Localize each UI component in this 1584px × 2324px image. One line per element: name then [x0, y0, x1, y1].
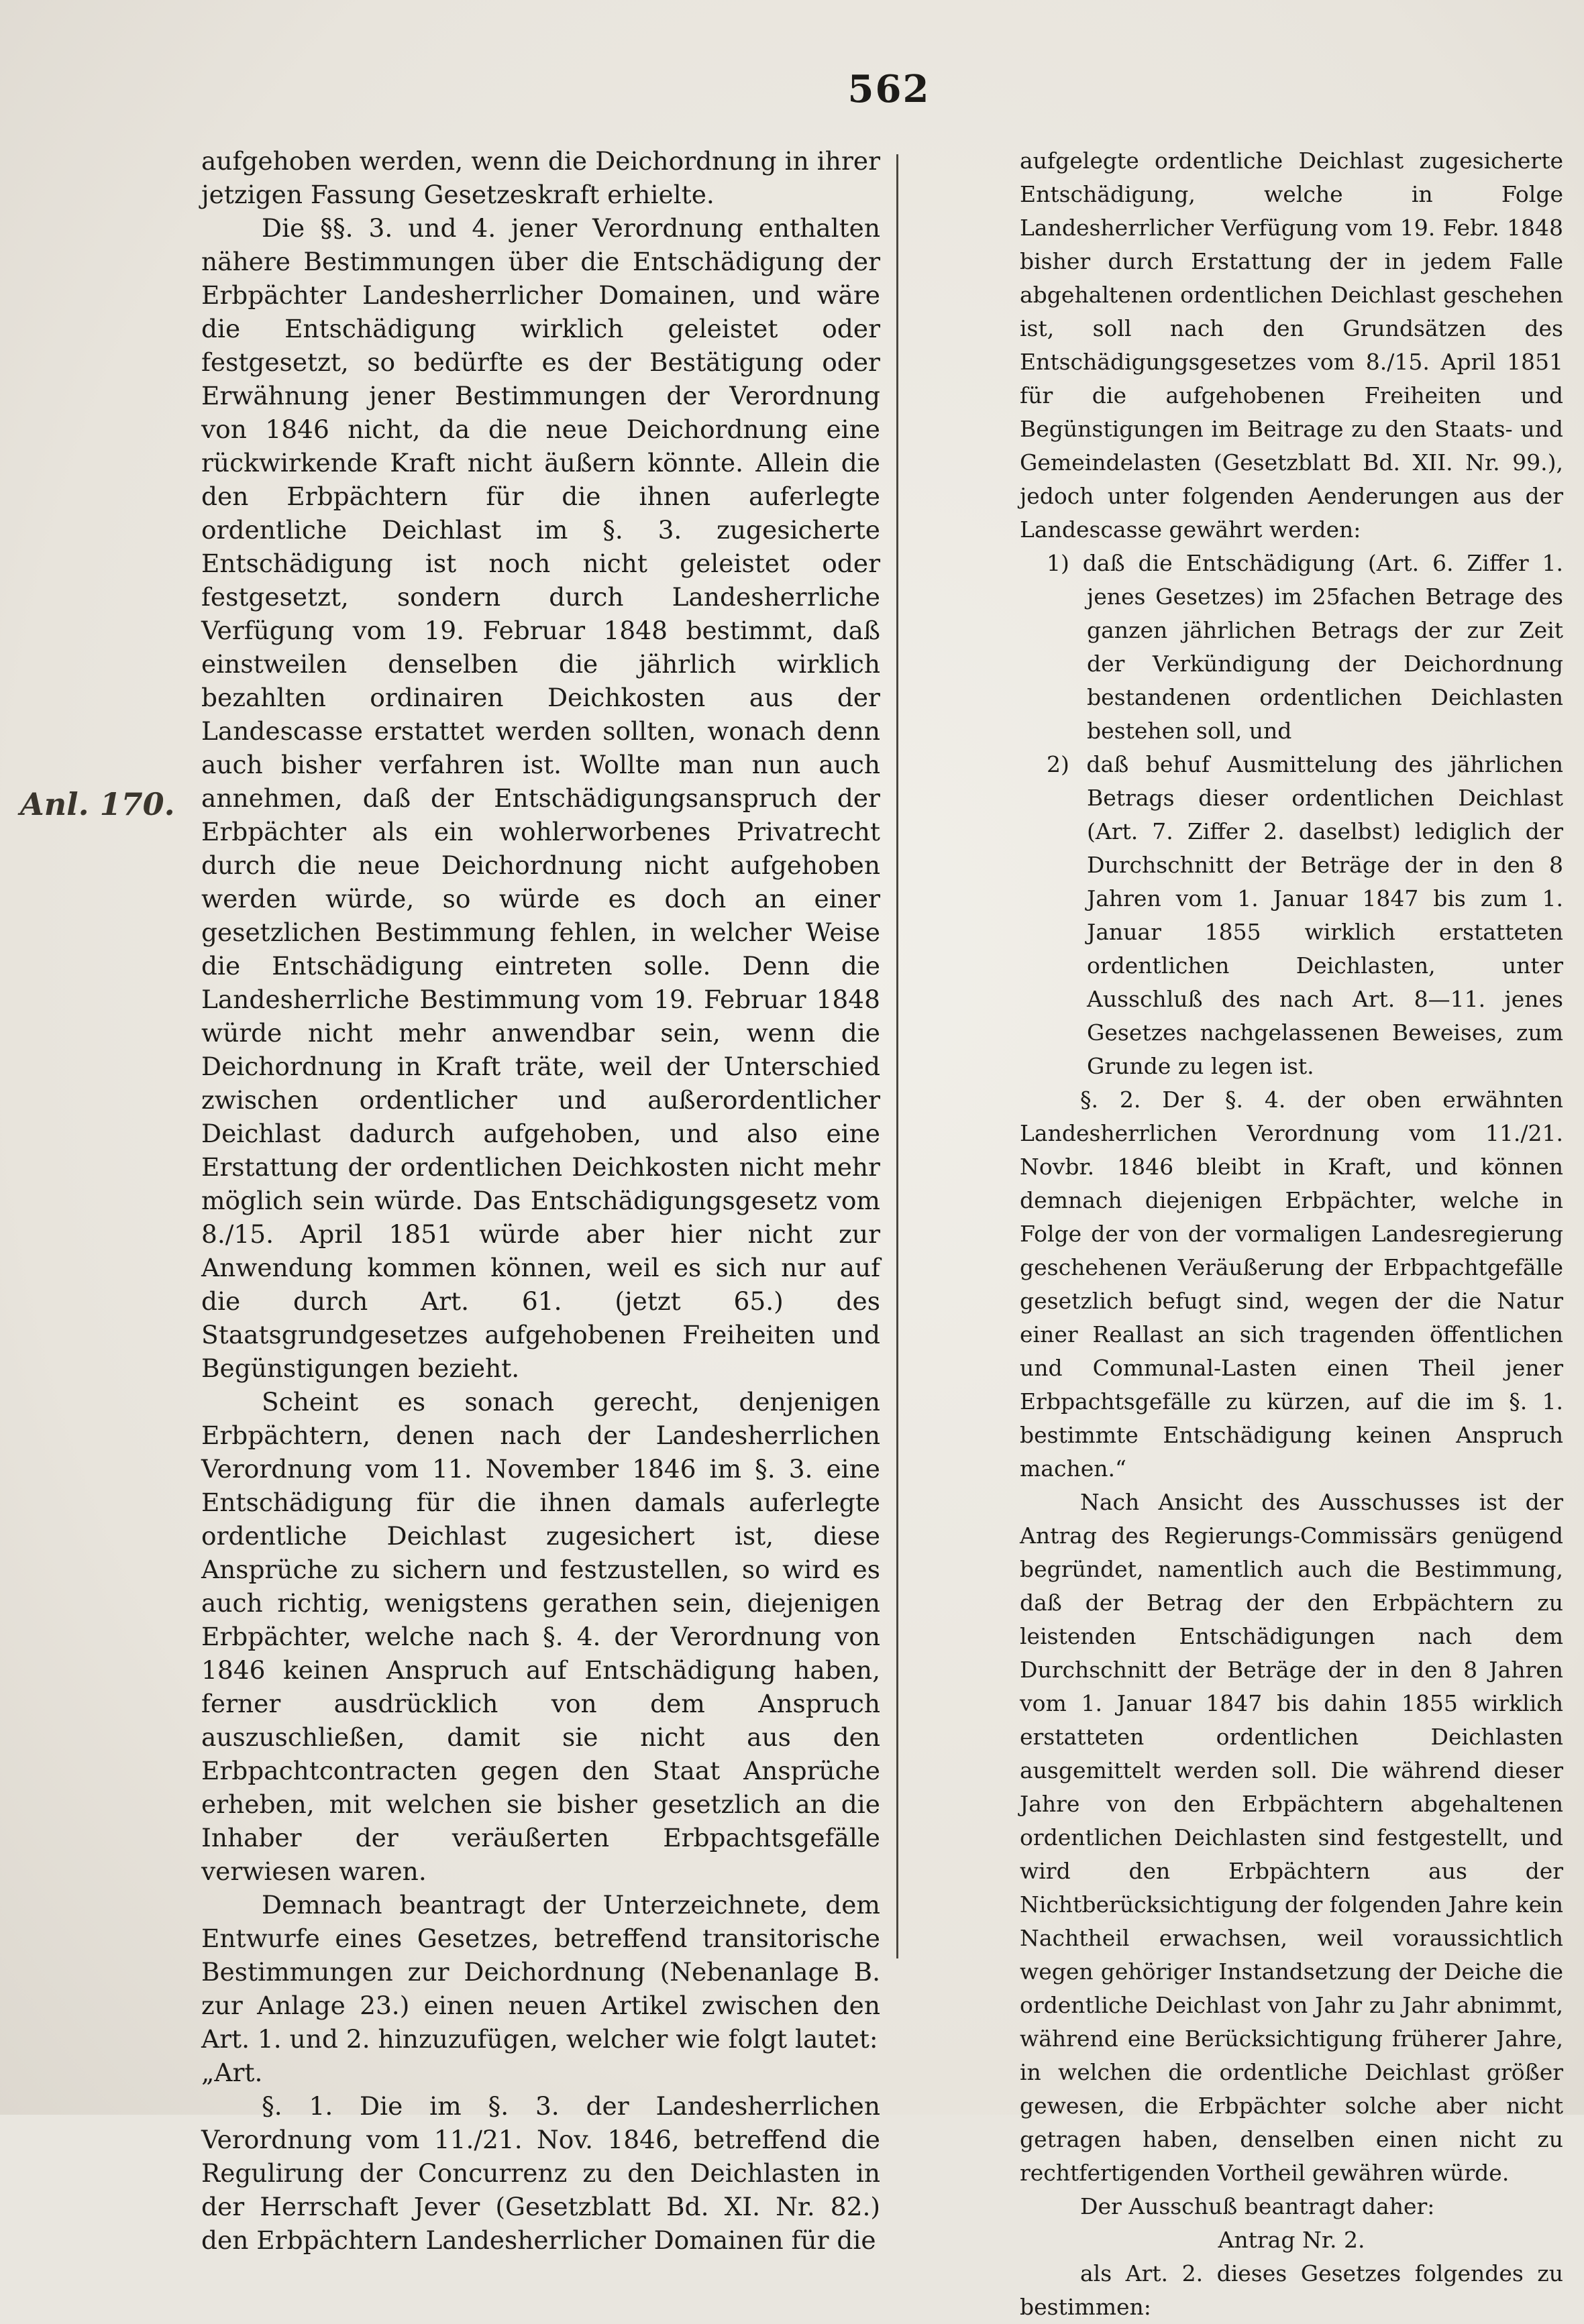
column-divider	[896, 154, 898, 1958]
page-number: 562	[847, 67, 931, 111]
list-item: 1) daß die Entschädigung (Art. 6. Ziffer 1. jenes Gesetzes) im 25fachen Betrage des ganzen jährlichen Betrags der zur Zeit der Verkündigung der Deichordnung bestandenen ordentlichen Deichlasten bestehen soll, und	[1047, 550, 1563, 744]
paragraph: Demnach beantragt der Unterzeichnete, dem Entwurfe eines Gesetzes, betreffend transitorische Bestimmungen zur Deichordnung (Nebenanlage B. zur Anlage 23.) einen neuen Artikel zwischen den Art. 1. und 2. hinzuzufügen, welcher wie folgt lautet:	[201, 1890, 880, 2054]
paragraph: Nach Ansicht des Ausschusses ist der Antrag des Regierungs-Commissärs genügend begründet, namentlich auch die Bestimmung, daß der Betrag der den Erbpächtern zu leistenden Entschädigungen nach dem Durchschnitt der Beträge der in den 8 Jahren vom 1. Januar 1847 bis dahin 1855 wirklich erstatteten ordentlichen Deichlasten ausgemittelt werden soll. Die während dieser Jahre von den Erbpächtern abgehaltenen ordentlichen Deichlasten sind festgestellt, und wird den Erbpächtern aus der Nichtberücksichtigung der folgenden Jahre kein Nachtheil erwachsen, weil voraussichtlich wegen gehöriger Instandsetzung der Deiche die ordentliche Deichlast von Jahr zu Jahr abnimmt, während eine Berücksichtigung früherer Jahre, in welchen die ordentliche Deichlast größer gewesen, die Erbpächter solche aber nicht getragen haben, denselben einen nicht zu rechtfertigenden Vortheil gewähren würde.	[1020, 1489, 1564, 2186]
margin-note: Anl. 170.	[20, 786, 175, 822]
paragraph: §. 2. Der §. 4. der oben erwähnten Landesherrlichen Verordnung vom 11./21. Novbr. 1846 bleibt in Kraft, und können demnach diejenigen Erbpächter, welche in Folge der von der vormaligen Landesregierung geschehenen Veräußerung der Erbpachtgefälle gesetzlich befugt sind, wegen der die Natur einer Reallast an sich tragenden öffentlichen und Communal-Lasten einen Theil jener Erbpachtsgefälle zu kürzen, auf die im §. 1. bestimmte Entschädigung keinen Anspruch machen.“	[1020, 1087, 1563, 1482]
paragraph: Die §§. 3. und 4. jener Verordnung enthalten nähere Bestimmungen über die Entschädigung der Erbpächter Landesherrlicher Domainen, und wäre die Entschädigung wirklich geleistet oder festgesetzt, so bedürfte es der Bestätigung oder Erwähnung jener Bestimmungen der Verordnung von 1846 nicht, da die neue Deichordnung eine rückwirkende Kraft nicht äußern könnte. Allein die den Erbpächtern für die ihnen auferlegte ordentliche Deichlast im §. 3. zugesicherte Entschädigung ist noch nicht geleistet oder festgesetzt, sondern durch Landesherrliche Verfügung vom 19. Februar 1848 bestimmt, daß einstweilen denselben die jährlich wirklich bezahlten ordinairen Deichkosten aus der Landescasse erstattet werden sollten, wonach denn auch bisher verfahren ist. Wollte man nun auch annehmen, daß der Entschädigungsanspruch der Erbpächter als ein wohlerworbenes Privatrecht durch die neue Deichordnung nicht aufgehoben werden würde, so würde es doch an einer gesetzlichen Bestimmung fehlen, in welcher Weise die Entschädigung eintreten solle. Denn die Landesherrliche Bestimmung vom 19. Februar 1848 würde nicht mehr anwendbar sein, wenn die Deichordnung in Kraft träte, weil der Unterschied zwischen ordentlicher und außerordentlicher Deichlast dadurch aufgehoben, und also eine Erstattung der ordentlichen Deichkosten nicht mehr möglich sein würde. Das Entschädigungsgesetz vom 8./15. April 1851 würde aber hier nicht zur Anwendung kommen können, weil es sich nur auf die durch Art. 61. (jetzt 65.) des Staatsgrundgesetzes aufgehobenen Freiheiten und Begünstigungen bezieht.	[201, 213, 880, 1383]
paragraph: Scheint es sonach gerecht, denjenigen Erbpächtern, denen nach der Landesherrlichen Verordnung vom 11. November 1846 im §. 3. eine Entschädigung für die ihnen damals auferlegte ordentliche Deichlast zugesichert ist, diese Ansprüche zu sichern und festzustellen, so wird es auch richtig, wenigstens gerathen sein, diejenigen Erbpächter, welche nach §. 4. der Verordnung von 1846 keinen Anspruch auf Entschädigung haben, ferner ausdrücklich von dem Anspruch auszuschließen, damit sie nicht aus den Erbpachtcontracten gegen den Staat Ansprüche erheben, mit welchen sie bisher gesetzlich an die Inhaber der veräußerten Erbpachtsgefälle verwiesen waren.	[201, 1387, 880, 1886]
paragraph: als Art. 2. dieses Gesetzes folgendes zu bestimmen:	[1020, 2260, 1563, 2320]
motion-heading: Antrag Nr. 2.	[1218, 2227, 1365, 2253]
paragraph: aufgehoben werden, wenn die Deichordnung in ihrer jetzigen Fassung Gesetzeskraft erhielte.	[201, 146, 880, 209]
left-column	[201, 144, 880, 2257]
paragraph: aufgelegte ordentliche Deichlast zugesicherte Entschädigung, welche in Folge Landesherrlicher Verfügung vom 19. Febr. 1848 bisher durch Erstattung der in jedem Falle abgehaltenen ordentlichen Deichlast geschehen ist, soll nach den Grundsätzen des Entschädigungsgesetzes vom 8./15. April 1851 für die aufgehobenen Freiheiten und Begünstigungen im Beitrage zu den Staats- und Gemeindelasten (Gesetzblatt Bd. XII. Nr. 99.), jedoch unter folgenden Aenderungen aus der Landescasse gewährt werden:	[1020, 148, 1563, 543]
paragraph: §. 1. Die im §. 3. der Landesherrlichen Verordnung vom 11./21. Nov. 1846, betreffend die Regulirung der Concurrenz zu den Deichlasten in der Herrschaft Jever (Gesetzblatt Bd. XI. Nr. 82.) den Erbpächtern Landesherrlicher Domainen für die	[201, 2091, 880, 2255]
article-heading: „Art.	[201, 2058, 263, 2087]
right-column	[1020, 144, 1563, 2324]
list-item: 2) daß behuf Ausmittelung des jährlichen Betrags dieser ordentlichen Deichlast (Art. 7. Ziffer 2. daselbst) lediglich der Durchschnitt der Beträge der in den 8 Jahren vom 1. Januar 1847 bis zum 1. Januar 1855 wirklich erstatteten ordentlichen Deichlasten, unter Ausschluß des nach Art. 8—11. jenes Gesetzes nachgelassenen Beweises, zum Grunde zu legen ist.	[1047, 751, 1563, 1079]
paragraph: Der Ausschuß beantragt daher:	[1080, 2193, 1435, 2219]
